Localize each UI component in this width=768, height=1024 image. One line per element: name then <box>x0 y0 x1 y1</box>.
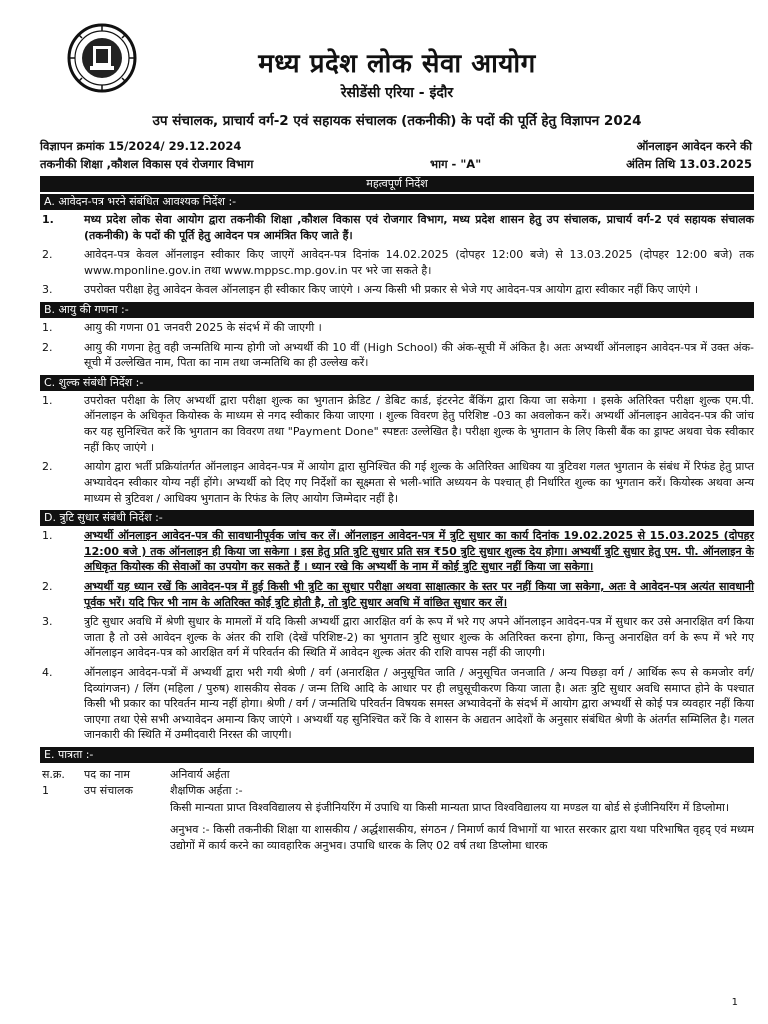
item-number: 1. <box>42 321 53 335</box>
section-d-item <box>40 612 754 663</box>
item-number: 2. <box>42 460 53 474</box>
section-c-item <box>40 391 754 457</box>
section-e-heading: E. पात्रता :- <box>40 747 754 763</box>
item-number: 1. <box>42 529 53 543</box>
item-number: 1. <box>42 393 53 407</box>
section-c-item <box>40 457 754 508</box>
eligibility-row <box>40 783 754 799</box>
item-text: अभ्यर्थी ऑनलाइन आवेदन-पत्र की सावधानीपूर्वक जांच कर लें। ऑनलाइन आवेदन-पत्र में त्रुटि सुधार का कार्य दिनांक 19.02.2025 से 15.03.2025 (दोपहर 12:00 बजे ) तक ऑनलाइन ही किया जा सकेगा । इस हेतु प्रति त्रुटि सुधार प्रति सत्र ₹50 त्रुटि सुधार शुल्क देय होगा। अभ्यर्थी त्रुटि सुधार हेतु एम. पी. ऑनलाइन के अधिकृत कियोस्क की सेवाओं का उपयोग कर सकते हैं । ध्यान रखे कि अभ्यर्थी के नाम में कोई त्रुटि सुधार नहीं किया जा सकेगा। <box>84 529 754 574</box>
item-number: 3. <box>42 283 53 297</box>
ad-number: विज्ञापन क्रमांक 15/2024/ 29.12.2024 <box>40 139 242 153</box>
col-post: पद का नाम <box>84 768 130 782</box>
experience-text: अनुभव :- किसी तकनीकी शिक्षा या शासकीय / अर्द्धशासकीय, संगठन / निमार्ण कार्य विभागों या भारत सरकार द्वारा यथा परिभाषित वृहद् एवं मध्यम उद्योगों में कार्य करने का व्यावहारिक अनुभव। उपाधि धारक के लिए 02 वर्ष तथा डिप्लोमा धारक <box>170 822 754 852</box>
item-number: 1. <box>42 213 54 226</box>
section-d-heading: D. त्रुटि सुधार संबंधी निर्देश :- <box>40 510 754 526</box>
org-title: मध्य प्रदेश लोक सेवा आयोग <box>258 49 536 79</box>
item-number: 2. <box>42 579 53 593</box>
item-text: आवेदन-पत्र केवल ऑनलाइन स्वीकार किए जाएगें आवेदन-पत्र दिनांक 14.02.2025 (दोपहर 12:00 बजे) से 13.03.2025 (दोपहर 12:00 बजे) तक www.mponline.gov.in तथा www.mppsc.mp.gov.in पर भरे जा सकते है। <box>84 248 754 277</box>
item-text: अभ्यर्थी यह ध्यान रखें कि आवेदन-पत्र में हुई किसी भी त्रुटि का सुधार परीक्षा अथवा साक्षात्कार के स्तर पर नहीं किया जा सकेगा, अतः वे आवेदन-पत्र अत्यंत सावधानी पूर्वक भरें। यदि फिर भी नाम के अतिरिक्त कोई त्रुटि होती है, तो त्रुटि सुधार अवधि में वांछित सुधार कर लें। <box>84 579 754 609</box>
advertisement-meta <box>40 136 754 176</box>
department-name: तकनीकी शिक्षा ,कौशल विकास एवं रोजगार विभाग <box>40 157 254 171</box>
section-d-item <box>40 663 754 745</box>
document-header <box>40 0 754 136</box>
advertisement-title: उप संचालक, प्राचार्य वर्ग-2 एवं सहायक संचालक (तकनीकी) के पदों की पूर्ति हेतु विज्ञापन 2024 <box>152 113 642 129</box>
section-a-item <box>40 280 754 300</box>
item-text: आयोग द्वारा भर्ती प्रक्रियांतर्गत ऑनलाइन आवेदन-पत्र में आयोग द्वारा सुनिश्चित की गई शुल्क के अतिरिक्त आधिक्य या त्रुटिवश गलत भुगतान के संबंध में रिफंड हेतु प्राप्त अभ्यावेदन स्वीकार योग्य नहीं होंगे। अभ्यर्थी को दिए गए निर्देशों का सूक्ष्मता से भली-भांति अध्ययन के पश्चात् ही निर्धारित शुल्क का भुगतान करें। कियोस्क अथवा अन्य माध्यम से त्रुटिवश / आधिक्य भुगतान के रिफंड के लिए आयोग जिम्मेदार नहीं है। <box>84 460 754 505</box>
item-number: 4. <box>42 666 53 680</box>
org-address: रेसीडेंसी एरिया - इंदौर <box>340 85 454 101</box>
item-number: 3. <box>42 615 53 629</box>
item-text: आयु की गणना हेतु वही जन्मतिथि मान्य होगी जो अभ्यर्थी की 10 वीं (High School) की अंक-सूची में अंकित है। अतः अभ्यर्थी ऑनलाइन आवेदन-पत्र में उक्त अंक-सूची में उल्लेखित नाम, पिता का नाम तथा जन्मतिथि का ही उल्लेख करें। <box>84 340 754 370</box>
row-serial: 1 <box>42 783 49 797</box>
education-text: किसी मान्यता प्राप्त विश्वविद्यालय से इंजीनियरिंग में उपाधि या किसी मान्यता प्राप्त विश्वविद्यालय या मण्डल या बोर्ड से इंजीनियरिंग में डिप्लोमा। <box>170 801 730 815</box>
item-text: उपरोक्त परीक्षा हेतु आवेदन केवल ऑनलाइन ही स्वीकार किए जाएंगे । अन्य किसी भी प्रकार से भेजे गए आवेदन-पत्र आयोग द्वारा स्वीकार नहीं किए जाएंगे । <box>84 283 699 297</box>
section-b-item <box>40 338 754 373</box>
page-number: 1 <box>731 996 738 1008</box>
section-b-heading: B. आयु की गणना :- <box>40 302 754 318</box>
important-instructions-heading: महत्वपूर्ण निर्देश <box>40 176 754 192</box>
online-apply-label: ऑनलाइन आवेदन करने की <box>636 139 752 153</box>
section-d-item <box>40 526 754 577</box>
section-d-item <box>40 577 754 612</box>
row-post: उप संचालक <box>84 783 133 797</box>
col-serial: स.क्र. <box>42 768 65 782</box>
item-text: उपरोक्त परीक्षा के लिए अभ्यर्थी द्वारा परीक्षा शुल्क का भुगतान क्रेडिट / डेबिट कार्ड, इंटरनेट बैंकिंग द्वारा किया जा सकेगा । इसके अतिरिक्त परीक्षा शुल्क एम.पी. ऑनलाइन के अधिकृत कियोस्क के माध्यम से नगद स्वीकार किया जाएगा । शुल्क विवरण हेतु परिशिष्ट -03 का अवलोकन करें। अभ्यर्थी ऑनलाइन आवेदन-पत्र की जांच कर यह सुनिश्चित करें कि भुगतान का विवरण तथा "Payment Done" स्पष्टतः उल्लेखित है। परीक्षा शुल्क के भुगतान के लिए किसी बैंक का ड्राफ्ट अथवा चेक स्वीकार नहीं किए जाएंगे । <box>84 393 754 454</box>
eligibility-header-row <box>40 763 754 783</box>
section-a-item <box>40 210 754 245</box>
last-date: अंतिम तिथि 13.03.2025 <box>626 157 752 171</box>
col-qualification: अनिवार्य अर्हता <box>170 768 230 782</box>
item-number: 2. <box>42 340 53 354</box>
education-label: शैक्षणिक अर्हता :- <box>170 783 243 797</box>
section-b-item <box>40 318 754 338</box>
section-a-item <box>40 245 754 280</box>
item-text: ऑनलाइन आवेदन-पत्रों में अभ्यर्थी द्वारा भरी गयी श्रेणी / वर्ग (अनारक्षित / अनुसूचित जाति / अनुसूचित जनजाति / अन्य पिछड़ा वर्ग / आर्थिक रूप से कमजोर वर्ग/ दिव्यांगजन) / लिंग (महिला / पुरुष) शासकीय सेवक / जन्म तिथि आदि के आधार पर ही लघुसूचीकरण किया जाता है। अतः त्रुटि सुधार अवधि समाप्त होने के पश्चात किसी भी प्रकार का परिवर्तन मान्य नहीं होगा। श्रेणी / वर्ग / जन्मतिथि परिवर्तन विषयक समस्त अभ्यावेदनों के संदर्भ में आयोग द्वारा अभ्यर्थी से कोई पत्र व्यवहार नहीं किया जाएगा तथा ऐसे सभी अभ्यावेदन अमान्य किए जाएंगे । अभ्यर्थी यह सुनिश्चित करें कि वे शासन के अद्यतन आदेशों के अनुसार संबंधित श्रेणी के अंतर्गत सम्मिलित है। गलत जानकारी की स्थिति में उम्मीदवारी निरस्त की जाएगी। <box>84 666 754 742</box>
item-number: 2. <box>42 248 53 262</box>
item-text: त्रुटि सुधार अवधि में श्रेणी सुधार के मामलों में यदि किसी अभ्यर्थी द्वारा आरक्षित वर्ग के रूप में भरे गए अपने ऑनलाइन आवेदन-पत्र में सुधार कर उसे अनारक्षित वर्ग किया जाता है तो उसे आवेदन शुल्क के अंतर की राशि (देखें परिशिष्ट-2) का भुगतान त्रुटि सुधार शुल्क के अतिरिक्त करना होगा, किन्तु अनारक्षित वर्ग के रूप में भरे गए ऑनलाइन आवेदन-पत्र को आरक्षित वर्ग में परिवर्तन की स्थिति में आवेदन शुल्क अंतर की राशि वापस नहीं की जाएगी। <box>84 615 754 660</box>
section-a-heading: A. आवेदन-पत्र भरने संबंधित आवश्यक निर्देश :- <box>40 194 754 210</box>
item-text: आयु की गणना 01 जनवरी 2025 के संदर्भ में की जाएगी । <box>84 321 322 335</box>
part-label: भाग - "A" <box>430 157 482 171</box>
item-text: मध्य प्रदेश लोक सेवा आयोग द्वारा तकनीकी शिक्षा ,कौशल विकास एवं रोजगार विभाग, मध्य प्रदेश शासन हेतु उप संचालक, प्राचार्य वर्ग-2 एवं सहायक संचालक (तकनीकी) के पदों की पूर्ति हेतु आवेदन पत्र आमंत्रित किए जाते हैं। <box>84 213 754 242</box>
section-c-heading: C. शुल्क संबंधी निर्देश :- <box>40 375 754 391</box>
